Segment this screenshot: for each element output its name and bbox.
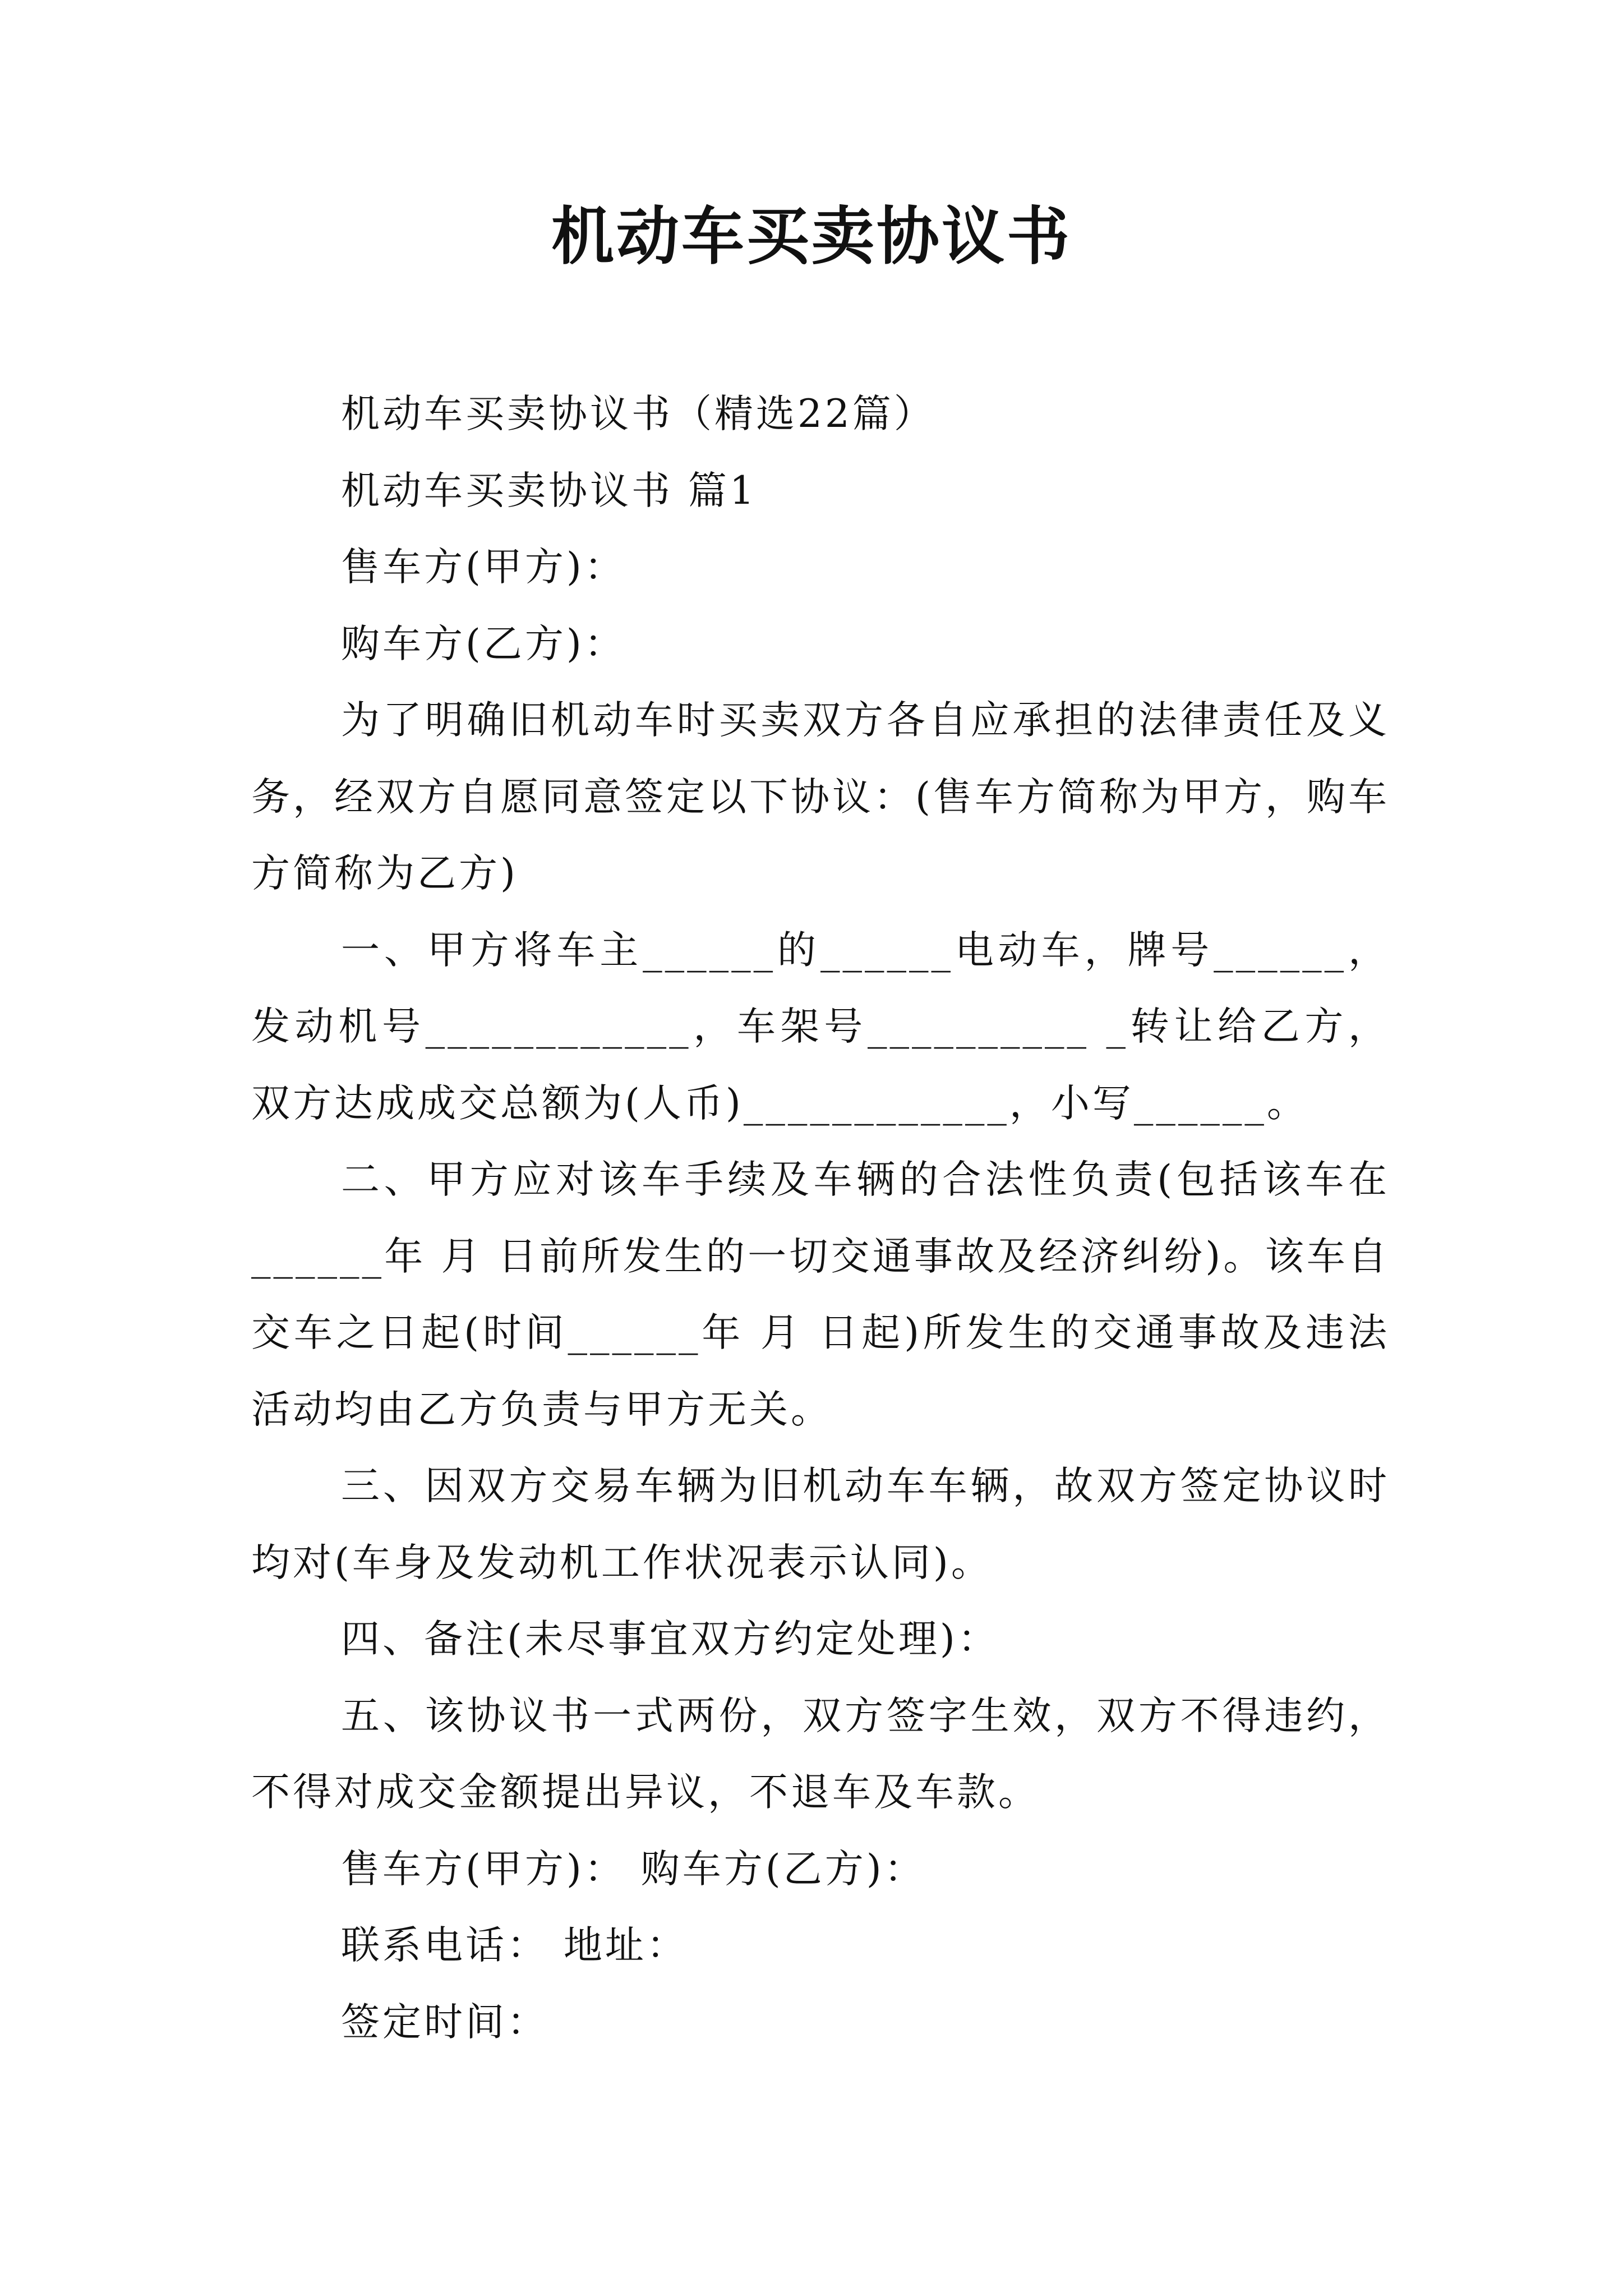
paragraph-subtitle: 机动车买卖协议书（精选22篇） <box>341 392 935 436</box>
paragraph-clause-5: 五、该协议书一式两份，双方签字生效，双方不得违约，不得对成交金额提出异议，不退车及车款。 <box>251 1693 1390 1815</box>
paragraph-clause-1: 一、甲方将车主______的______电动车，牌号______，发动机号____________，车架号__________ _转让给乙方，双方达成成交总额为(人币)____________，小写______。 <box>251 927 1390 1126</box>
paragraph-section-heading: 机动车买卖协议书 篇1 <box>341 468 757 513</box>
paragraph-preamble: 为了明确旧机动车时买卖双方各自应承担的法律责任及义务，经双方自愿同意签定以下协议：(售车方简称为甲方，购车方简称为乙方) <box>251 698 1390 896</box>
paragraph-buyer: 购车方(乙方)： <box>341 621 626 666</box>
document-title: 机动车买卖协议书 <box>551 200 1072 273</box>
paragraph-sign-date: 签定时间： <box>341 1999 548 2045</box>
paragraph-clause-2: 二、甲方应对该车手续及车辆的合法性负责(包括该车在______年 月 日前所发生的一切交通事故及经济纠纷)。该车自交车之日起(时间______年 月 日起)所发生的交通事故及违法活动均由乙方负责与甲方无关。 <box>251 1157 1390 1432</box>
paragraph-signatures: 售车方(甲方)： 购车方(乙方)： <box>341 1846 926 1892</box>
paragraph-seller: 售车方(甲方)： <box>341 545 626 590</box>
paragraph-clause-4: 四、备注(未尽事宜双方约定处理)： <box>341 1617 999 1662</box>
document-body <box>251 376 1390 2060</box>
paragraph-clause-3: 三、因双方交易车辆为旧机动车车辆，故双方签定协议时均对(车身及发动机工作状况表示认同)。 <box>251 1464 1390 1585</box>
paragraph-contact: 联系电话： 地址： <box>341 1923 688 1968</box>
